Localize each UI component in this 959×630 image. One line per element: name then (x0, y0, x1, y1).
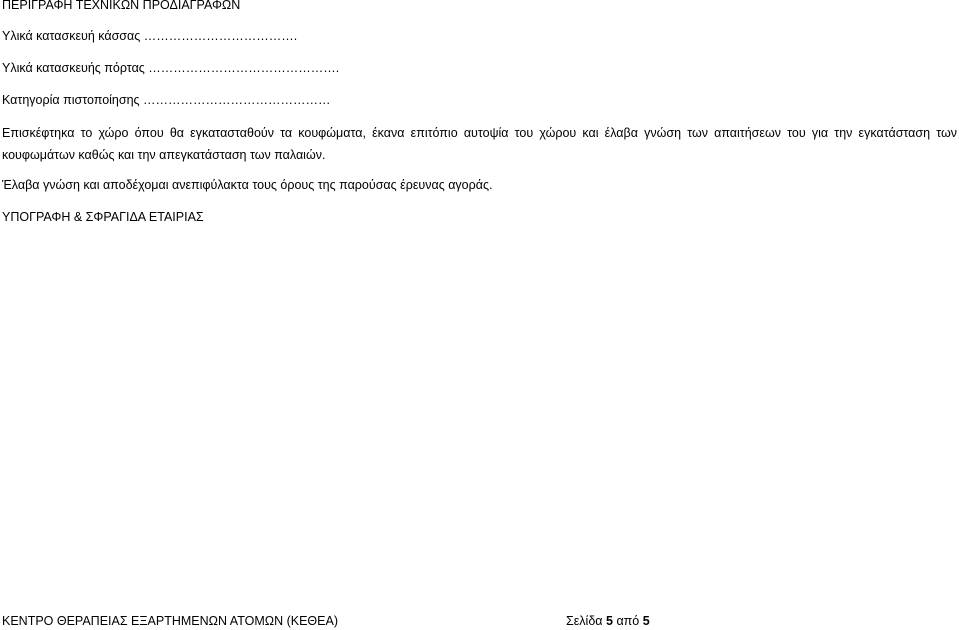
terms-acceptance-paragraph: Έλαβα γνώση και αποδέχομαι ανεπιφύλακτα τους όρους της παρούσας έρευνας αγοράς. (2, 178, 493, 192)
field-frame-material: Υλικά κατασκευή κάσσας ………………………………. (2, 29, 298, 43)
site-inspection-paragraph: Επισκέφτηκα το χώρο όπου θα εγκατασταθούν τα κουφώματα, έκανα επιτόπιο αυτοψία του χώρου και έλαβα γνώση των απαιτήσεων του για την εγκατάσταση των κουφωμάτων καθώς και την απεγκατάσταση των παλαιών. (2, 126, 957, 162)
footer-page-number (566, 614, 650, 629)
field-door-material: Υλικά κατασκευής πόρτας ………………………………………. (2, 61, 340, 75)
signature-label: ΥΠΟΓΡΑΦΗ & ΣΦΡΑΓΙΔΑ ΕΤΑΙΡΙΑΣ (2, 210, 204, 224)
footer-organization: ΚΕΝΤΡΟ ΘΕΡΑΠΕΙΑΣ ΕΞΑΡΤΗΜΕΝΩΝ ΑΤΟΜΩΝ (ΚΕΘΕΑ) (2, 614, 338, 628)
footer-page-current: 5 (606, 614, 613, 628)
footer-page-total: 5 (642, 614, 650, 628)
field-certification-category: Κατηγορία πιστοποίησης ……………………………………… (2, 93, 331, 107)
footer-page-word: Σελίδα (566, 614, 603, 628)
document-heading: ΠΕΡΙΓΡΑΦΗ ΤΕΧΝΙΚΩΝ ΠΡΟΔΙΑΓΡΑΦΩΝ (2, 0, 241, 12)
footer-page-of: από (616, 614, 640, 628)
